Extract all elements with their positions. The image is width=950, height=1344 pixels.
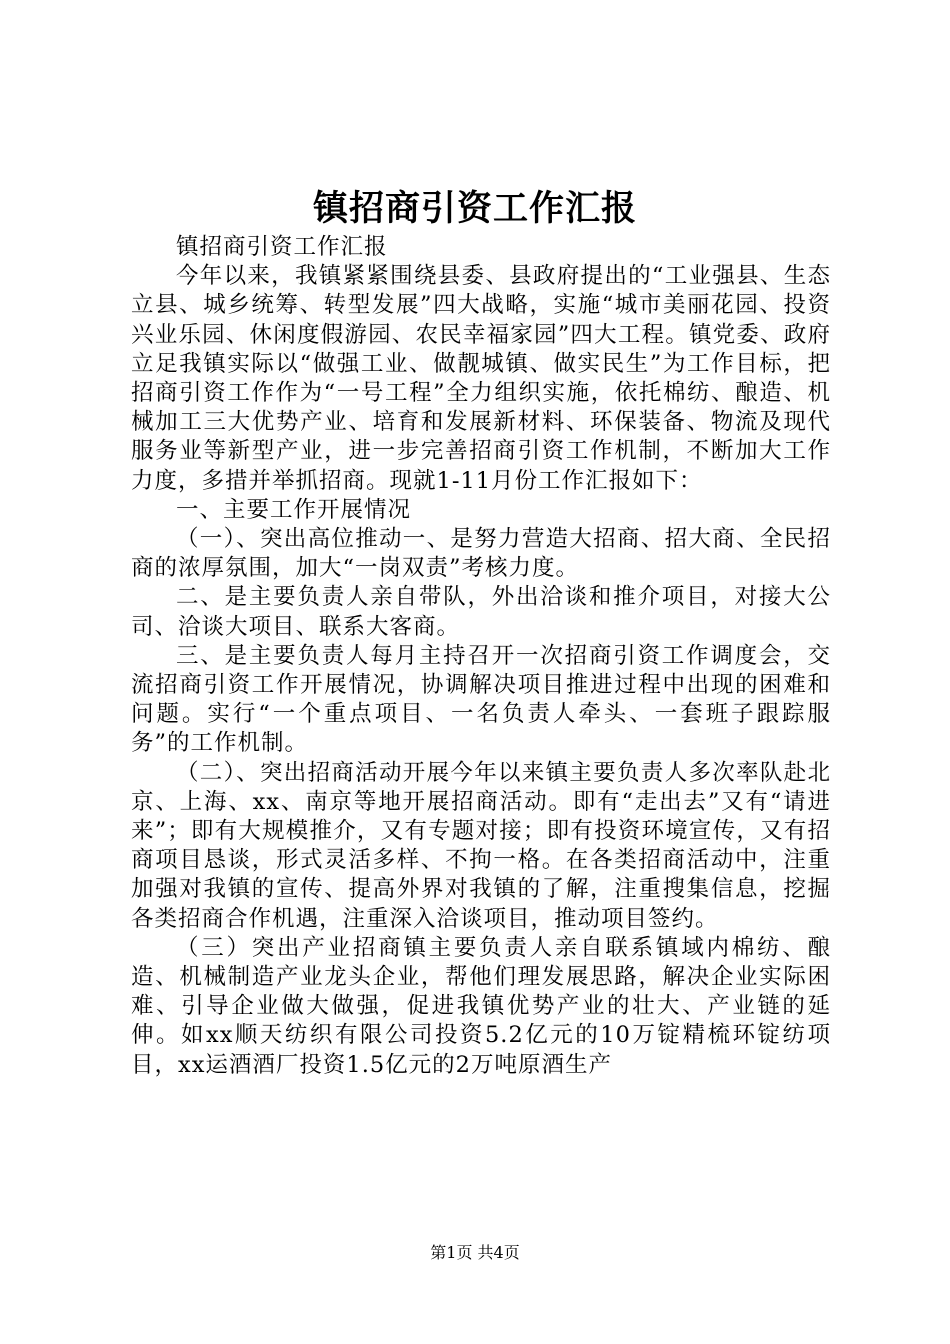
intro-paragraph: 今年以来，我镇紧紧围绕县委、县政府提出的“工业强县、生态立县、城乡统筹、转型发展”四大战略，实施“城市美丽花园、投资兴业乐园、休闲度假游园、农民幸福家园”四大工程。镇党委、政府立足我镇实际以“做强工业、做靓城镇、做实民生”为工作目标，把招商引资工作作为“一号工程”全力组织实施，依托棉纺、酿造、机械加工三大优势产业、培育和发展新材料、环保装备、物流及现代服务业等新型产业，进一步完善招商引资工作机制，不断加大工作力度，多措并举抓招商。现就1-11月份工作汇报如下：: [131, 263, 831, 494]
body-paragraph: （二）、突出招商活动开展今年以来镇主要负责人多次率队赴北京、上海、xx、南京等地开展招商活动。即有“走出去”又有“请进来”；即有大规模推介，又有专题对接；即有投资环境宣传，又有招商项目恳谈，形式灵活多样、不拘一格。在各类招商活动中，注重加强对我镇的宣传、提高外界对我镇的了解，注重搜集信息，挖掘各类招商合作机遇，注重深入洽谈项目，推动项目签约。: [131, 759, 831, 932]
body-paragraph: （一）、突出高位推动一、是努力营造大招商、招大商、全民招商的浓厚氛围，加大“一岗双责”考核力度。: [131, 526, 831, 582]
subtitle-paragraph: 镇招商引资工作汇报: [176, 234, 388, 260]
section-heading: 一、主要工作开展情况: [176, 496, 412, 523]
page-number-footer: 第1页 共4页: [430, 1243, 520, 1262]
body-paragraph: （三）突出产业招商镇主要负责人亲自联系镇域内棉纺、酿造、机械制造产业龙头企业，帮他们理发展思路，解决企业实际困难、引导企业做大做强，促进我镇优势产业的壮大、产业链的延伸。如xx顺天纺织有限公司投资5.2亿元的10万锭精梳环锭纺项目，xx运酒酒厂投资1.5亿元的2万吨原酒生产: [131, 934, 831, 1078]
document-title: 镇招商引资工作汇报: [312, 188, 637, 229]
body-paragraph: 三、是主要负责人每月主持召开一次招商引资工作调度会，交流招商引资工作开展情况，协调解决项目推进过程中出现的困难和问题。实行“一个重点项目、一名负责人牵头、一套班子跟踪服务”的工作机制。: [131, 642, 831, 757]
body-paragraph: 二、是主要负责人亲自带队，外出洽谈和推介项目，对接大公司、洽谈大项目、联系大客商。: [131, 584, 831, 640]
document-body: [131, 233, 831, 1080]
